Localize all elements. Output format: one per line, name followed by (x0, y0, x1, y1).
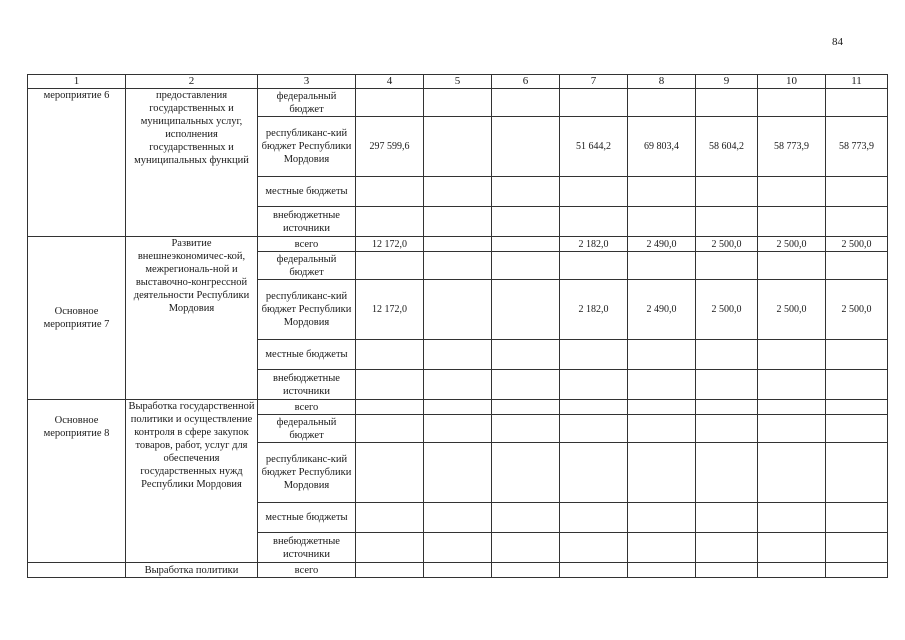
page-number: 84 (832, 36, 843, 48)
value-cell: 2 500,0 (826, 237, 888, 252)
value-cell: 2 490,0 (628, 280, 696, 340)
value-cell (492, 280, 560, 340)
value-cell: 2 500,0 (826, 280, 888, 340)
source-cell: внебюджетные источники (258, 207, 356, 237)
header-cell: 8 (628, 75, 696, 89)
value-cell: 58 773,9 (826, 117, 888, 177)
value-cell: 12 172,0 (356, 237, 424, 252)
value-cell (492, 237, 560, 252)
source-cell: всего (258, 400, 356, 415)
source-cell: федеральный бюджет (258, 89, 356, 117)
measure-description-cell: предоставления государственных и муниципальных услуг, исполнения государственных и муниципальных функций (126, 89, 258, 237)
header-cell: 5 (424, 75, 492, 89)
source-cell: внебюджетные источники (258, 533, 356, 563)
header-cell: 9 (696, 75, 758, 89)
table-row (28, 400, 888, 415)
source-cell: местные бюджеты (258, 177, 356, 207)
source-cell: всего (258, 563, 356, 578)
source-cell: местные бюджеты (258, 503, 356, 533)
value-cell: 69 803,4 (628, 117, 696, 177)
value-cell: 2 500,0 (758, 280, 826, 340)
value-cell: 2 490,0 (628, 237, 696, 252)
value-cell (424, 237, 492, 252)
value-cell (424, 117, 492, 177)
measure-name-cell: Основное мероприятие 8 (28, 400, 126, 563)
header-cell: 2 (126, 75, 258, 89)
value-cell: 51 644,2 (560, 117, 628, 177)
source-cell: республиканс-кий бюджет Республики Мордовия (258, 280, 356, 340)
header-cell: 3 (258, 75, 356, 89)
measure-name-cell: мероприятие 6 (28, 89, 126, 237)
table-row (28, 89, 888, 117)
value-cell: 2 500,0 (758, 237, 826, 252)
header-cell: 4 (356, 75, 424, 89)
table-row (28, 563, 888, 578)
source-cell: местные бюджеты (258, 340, 356, 370)
value-cell: 58 604,2 (696, 117, 758, 177)
source-cell: республиканс-кий бюджет Республики Мордовия (258, 117, 356, 177)
measure-description-cell: Выработка государственной политики и осуществление контроля в сфере закупок товаров, работ, услуг для обеспечения государственных нужд Республики Мордовия (126, 400, 258, 563)
header-row (28, 75, 888, 89)
source-cell: федеральный бюджет (258, 252, 356, 280)
header-cell: 10 (758, 75, 826, 89)
measure-description-cell: Развитие внешнеэкономичес-кой, межрегиональ-ной и выставочно-конгрессной деятельности Республики Мордовия (126, 237, 258, 400)
source-cell: федеральный бюджет (258, 415, 356, 443)
value-cell: 2 500,0 (696, 280, 758, 340)
value-cell (424, 280, 492, 340)
value-cell: 58 773,9 (758, 117, 826, 177)
value-cell: 2 182,0 (560, 237, 628, 252)
measure-name-cell: Основное мероприятие 7 (28, 237, 126, 400)
budget-table (27, 74, 888, 578)
value-cell: 12 172,0 (356, 280, 424, 340)
source-cell: республиканс-кий бюджет Республики Мордовия (258, 443, 356, 503)
header-cell: 7 (560, 75, 628, 89)
value-cell: 297 599,6 (356, 117, 424, 177)
value-cell: 2 182,0 (560, 280, 628, 340)
measure-description-cell: Выработка политики (126, 563, 258, 578)
header-cell: 1 (28, 75, 126, 89)
value-cell (492, 117, 560, 177)
source-cell: внебюджетные источники (258, 370, 356, 400)
value-cell: 2 500,0 (696, 237, 758, 252)
header-cell: 6 (492, 75, 560, 89)
header-cell: 11 (826, 75, 888, 89)
source-cell: всего (258, 237, 356, 252)
table-row (28, 237, 888, 252)
